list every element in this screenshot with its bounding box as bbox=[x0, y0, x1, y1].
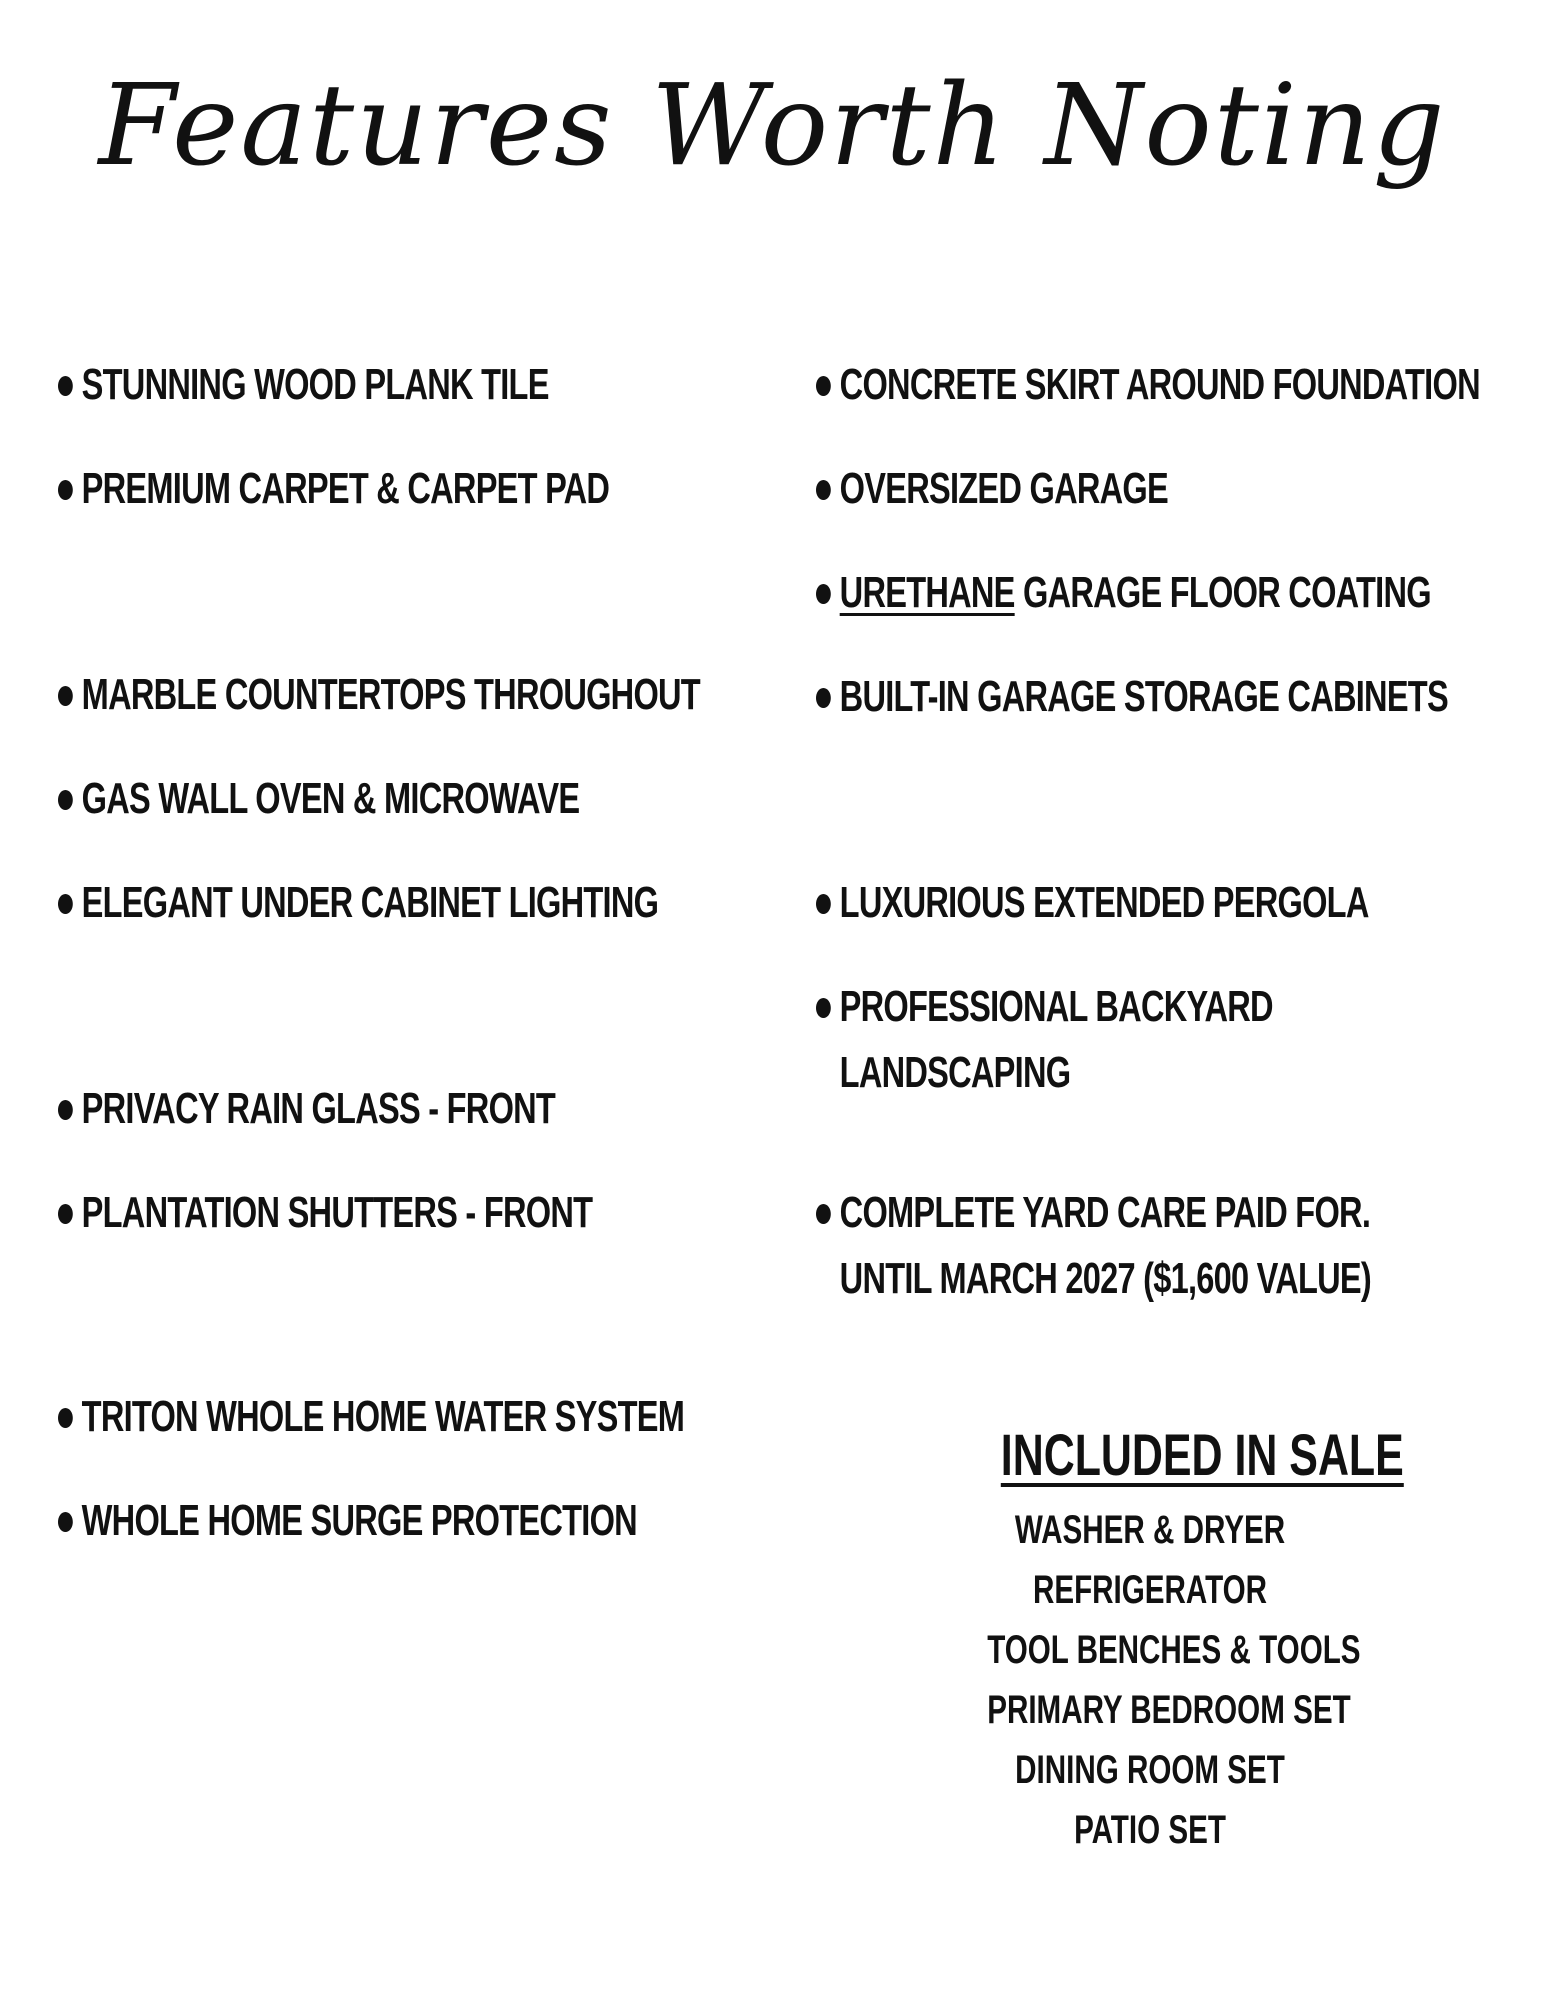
bullet-icon bbox=[58, 480, 73, 500]
feature-item bbox=[816, 870, 1369, 936]
underlined-word: URETHANE bbox=[839, 568, 1015, 617]
included-item: WASHER & DRYER bbox=[1014, 1508, 1286, 1552]
feature-label: TRITON WHOLE HOME WATER SYSTEM bbox=[81, 1392, 685, 1441]
feature-label: ELEGANT UNDER CABINET LIGHTING bbox=[81, 878, 659, 927]
feature-label-line: UNTIL MARCH 2027 ($1,600 VALUE) bbox=[839, 1254, 1372, 1303]
feature-label: PRIVACY RAIN GLASS - FRONT bbox=[81, 1084, 556, 1133]
feature-item bbox=[816, 664, 1448, 730]
included-heading: INCLUDED IN SALE bbox=[1000, 1423, 1404, 1488]
feature-item bbox=[816, 560, 1431, 626]
bullet-icon bbox=[816, 688, 831, 708]
bullet-icon bbox=[816, 376, 831, 396]
feature-label: OVERSIZED GARAGE bbox=[839, 464, 1168, 513]
included-item: PATIO SET bbox=[1074, 1808, 1226, 1852]
bullet-icon bbox=[58, 894, 73, 914]
bullet-icon bbox=[58, 1100, 73, 1120]
bullet-icon bbox=[58, 376, 73, 396]
bullet-icon bbox=[58, 1512, 73, 1532]
bullet-icon bbox=[58, 790, 73, 810]
feature-item bbox=[816, 1180, 1371, 1312]
included-list bbox=[930, 1500, 1370, 1860]
feature-item bbox=[58, 662, 700, 728]
feature-label-rest: GARAGE FLOOR COATING bbox=[1014, 568, 1431, 617]
bullet-icon bbox=[816, 894, 831, 914]
feature-item bbox=[816, 352, 1480, 418]
feature-label: MARBLE COUNTERTOPS THROUGHOUT bbox=[81, 670, 700, 719]
feature-item bbox=[58, 766, 579, 832]
feature-label: LUXURIOUS EXTENDED PERGOLA bbox=[839, 878, 1369, 927]
feature-label-line: PROFESSIONAL BACKYARD bbox=[839, 982, 1273, 1031]
bullet-icon bbox=[58, 686, 73, 706]
included-item: TOOL BENCHES & TOOLS bbox=[987, 1628, 1361, 1672]
feature-label bbox=[840, 1180, 1371, 1312]
feature-label: CONCRETE SKIRT AROUND FOUNDATION bbox=[839, 360, 1480, 409]
feature-item bbox=[58, 1180, 592, 1246]
feature-label: PLANTATION SHUTTERS - FRONT bbox=[81, 1188, 593, 1237]
feature-item bbox=[58, 1384, 684, 1450]
bullet-icon bbox=[816, 480, 831, 500]
page-title: Features Worth Noting bbox=[98, 61, 1447, 191]
feature-item bbox=[58, 456, 609, 522]
feature-item bbox=[58, 870, 658, 936]
included-item: PRIMARY BEDROOM SET bbox=[987, 1688, 1351, 1732]
feature-label: BUILT-IN GARAGE STORAGE CABINETS bbox=[839, 672, 1448, 721]
included-in-sale-section bbox=[930, 1420, 1404, 1860]
bullet-icon bbox=[58, 1408, 73, 1428]
bullet-icon bbox=[816, 998, 831, 1018]
bullet-icon bbox=[816, 584, 831, 604]
feature-label-line: LANDSCAPING bbox=[839, 1048, 1071, 1097]
feature-label: GAS WALL OVEN & MICROWAVE bbox=[81, 774, 580, 823]
feature-label bbox=[840, 560, 1431, 626]
feature-item bbox=[58, 1488, 637, 1554]
feature-item bbox=[816, 974, 1273, 1106]
feature-label bbox=[840, 974, 1273, 1106]
included-item: REFRIGERATOR bbox=[1032, 1568, 1268, 1612]
feature-label: WHOLE HOME SURGE PROTECTION bbox=[81, 1496, 637, 1545]
feature-item bbox=[816, 456, 1168, 522]
included-item: DINING ROOM SET bbox=[1015, 1748, 1285, 1792]
feature-item bbox=[58, 1076, 555, 1142]
feature-label-line: COMPLETE YARD CARE PAID FOR. bbox=[839, 1188, 1371, 1237]
feature-label: STUNNING WOOD PLANK TILE bbox=[81, 360, 549, 409]
feature-label: PREMIUM CARPET & CARPET PAD bbox=[81, 464, 610, 513]
feature-item bbox=[58, 352, 549, 418]
bullet-icon bbox=[816, 1204, 831, 1224]
bullet-icon bbox=[58, 1204, 73, 1224]
